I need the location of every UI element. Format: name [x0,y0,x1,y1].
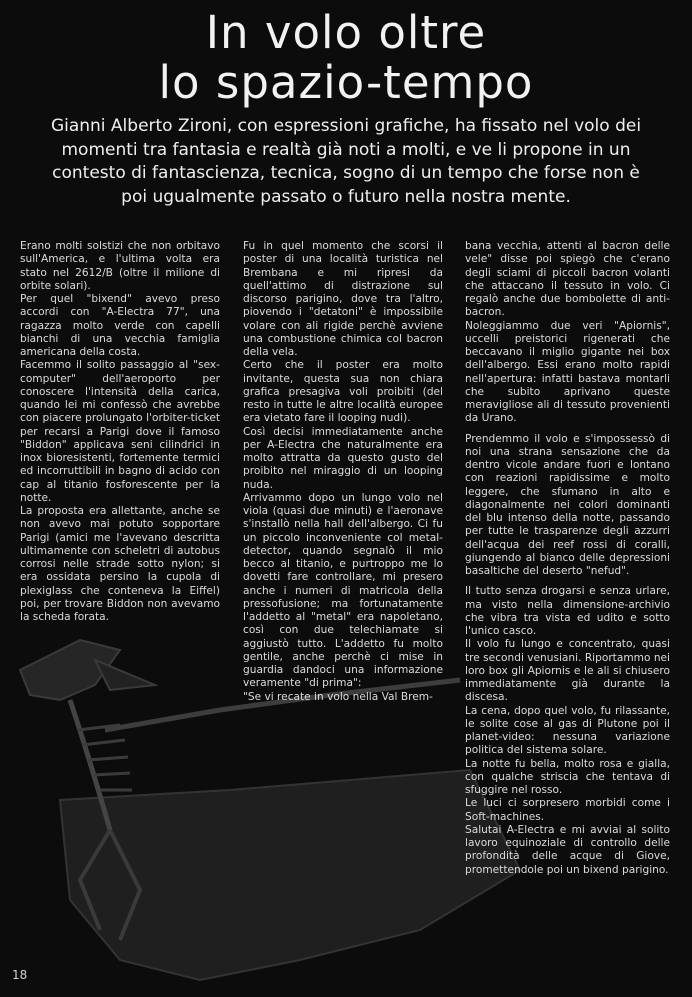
article-title [0,8,692,108]
paragraph: Prendemmo il volo e s'impossessò di noi una strana sensazione che da dentro vicole andare fuori e lontano con reazioni rapidissime e molto leggere, che sfumano in alto e diagonalmente nei colori dominanti del blu intenso della notte, passando per tutte le trasparenze degli azzurri dell'acqua dei reef rossi di coralli, giungendo al bianco delle depressioni basaltiche del deserto "nefud". [465,432,670,577]
paragraph: Così decisi immediatamente anche per A-Electra che naturalmente era molto attratta da questo gusto del proibito nel miraggio di un looping nuda. [243,425,443,491]
paragraph: Erano molti solstizi che non orbitavo sull'America, e l'ultima volta era stato nel 2612/B (oltre il milione di orbite solari). [20,240,220,292]
paragraph: Il volo fu lungo e concentrato, quasi tre secondi venusiani. Riportammo nei loro box gli Apiornis e le ali si chiusero immediatamente già durante la discesa. [465,638,670,704]
text-column-3 [465,240,670,877]
paragraph: Salutai A-Electra e mi avviai al solito lavoro equinoziale di controllo delle profondità delle acque di Giove, promettendole poi un bixend parigino. [465,823,670,876]
paragraph: Per quel "bixend" avevo preso accordi con "A-Electra 77", una ragazza molto verde con capelli bianchi di una vecchia famiglia americana della costa. [20,293,220,358]
paragraph: Le luci ci sorpresero morbidi come i Soft-machines. [465,797,670,823]
article-intro: Gianni Alberto Zironi, con espressioni grafiche, ha fissato nel volo dei momenti tra fantasia e realtà già noti a molti, e ve li propone in un contesto di fantascienza, tecnica, sogno di un tempo che forse non è poi ugualmente passato o futuro nella nostra mente. [50,116,642,207]
paragraph: La proposta era allettante, anche se non avevo mai potuto sopportare Parigi (amici me l'avevano descritta ultimamente con scheletri di autobus corrosi nelle strade sotto nylon; si era ossidata persino la cupola di plexiglass che conteneva la Eiffel) poi, per trovare Biddon non avevamo la scheda forata. [20,505,220,623]
paragraph: La cena, dopo quel volo, fu rilassante, le solite cose al gas di Plutone poi il planet-video: nessuna variazione politica del sistema solare. [465,704,670,757]
paragraph: Facemmo il solito passaggio al "sex-computer" dell'aeroporto per conoscere l'intensità della carica, quando lei mi confessò che avrebbe con piacere prolungato l'orbiter-ticket per recarsi a Parigi dove il famoso "Biddon" applicava seni cilindrici in inox bioresistenti, fortemente termici ed incorruttibili in bagno di acido con cap al titanio fosforescente per la notte. [20,359,220,504]
title-line-2: lo spazio-tempo [158,56,534,109]
paragraph: La notte fu bella, molto rosa e gialla, con qualche striscia che tentava di sfuggire nel rosso. [465,757,670,796]
title-line-1: In volo oltre [205,6,487,59]
paragraph: Fu in quel momento che scorsi il poster di una località turistica nel Brembana e mi ripresi da quell'attimo di distrazione sul discorso parigino, dove tra l'altro, piovendo i "detatoni" è impossibile volare con ali rigide perchè avviene una combustione chimica col bacron della vela. [243,240,443,358]
paragraph: Certo che il poster era molto invitante, questa sua non chiara grafica presagiva voli proibiti (del resto in tutte le altre località europee era vietato fare il looping nudi). [243,359,443,425]
paragraph-gap [465,578,670,585]
paragraph-gap [465,426,670,433]
paragraph: Noleggiammo due veri "Apiornis", uccelli preistorici rigenerati che beccavano il miglio gigante nei box dell'albergo. Essi erano molto rapidi nell'apertura: infatti bastava montarli che subito aprivano queste meravigliose ali di tessuto provenienti da Urano. [465,319,670,425]
text-column-1 [20,240,220,624]
paragraph: "Se vi recate in volo nella Val Brem- [243,690,433,703]
page-number: 18 [12,968,28,982]
paragraph: Arrivammo dopo un lungo volo nel viola (quasi due minuti) e l'aeronave s'installò nella hall dell'albergo. Ci fu un piccolo inconveniente col metal-detector, quando segnalò il mio becco al titanio, e purtroppo me lo dovetti fare controllare, mi presero anche i numeri di matricola della pressofusione; ma fortunatamente l'addetto al "metal" era napoletano, così con due telechiamate si aggiustò tutto. L'addetto fu molto gentile, anche perchè ci mise in guardia dandoci una informazione veramente "di prima": [243,491,443,690]
paragraph: Il tutto senza drogarsi e senza urlare, ma visto nella dimensione-archivio che vibra tra vista ed udito e sotto l'unico casco. [465,585,670,637]
text-column-2 [243,240,443,704]
paragraph: bana vecchia, attenti al bacron delle vele" disse poi spiegò che c'erano degli sciami di piccoli bacron volanti che attaccano il tessuto in volo. Ci regalò anche due bombolette di anti-bacron. [465,240,670,319]
